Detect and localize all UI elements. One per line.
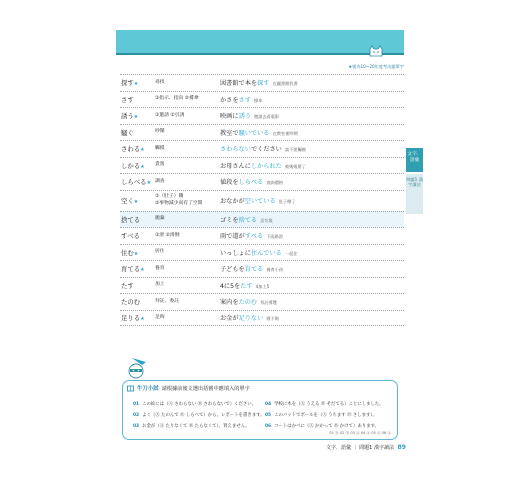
example-translation: 拜託導覽 bbox=[260, 300, 277, 306]
vocab-word: 探す★ bbox=[121, 79, 139, 88]
quiz-item: 03 お金が（Ⓐ たりなくて Ⓑ たらなくて）、買えません。 bbox=[133, 424, 250, 429]
example-highlight: 育てる bbox=[244, 266, 264, 274]
example-translation: 肚子餓了 bbox=[278, 199, 296, 204]
vocab-word: しかる★ bbox=[121, 161, 145, 170]
star-icon: ★ bbox=[140, 267, 145, 274]
star-icon: ★ bbox=[133, 250, 139, 257]
vocab-meaning: 養育 bbox=[155, 265, 165, 271]
vocab-meaning: ①指示．指向 ②撐傘 bbox=[155, 96, 199, 102]
quiz-badge: 牛刀小試 bbox=[137, 386, 159, 392]
example-translation: 撐傘 bbox=[253, 97, 263, 103]
vocab-row bbox=[120, 293, 404, 310]
vocab-meaning: 尋找 bbox=[155, 79, 165, 85]
vocab-row bbox=[120, 91, 404, 108]
star-note: ★號為10~20年度考出題單字 bbox=[348, 64, 404, 69]
example-translation: 請不要觸摸 bbox=[284, 147, 306, 153]
example-highlight: 探す bbox=[257, 80, 270, 88]
vocab-word: さす bbox=[121, 95, 134, 104]
vocab-example: 案内をたのむ 拜託導覽 bbox=[220, 299, 277, 307]
vocab-row bbox=[120, 124, 404, 141]
example-highlight: たす bbox=[240, 282, 253, 290]
vocab-row bbox=[120, 310, 404, 327]
example-highlight: しらべる bbox=[238, 179, 264, 187]
page-footer bbox=[326, 444, 406, 451]
quiz-box bbox=[122, 380, 398, 440]
star-icon: ★ bbox=[140, 316, 145, 323]
vocab-row bbox=[120, 190, 404, 211]
example-highlight: 空いている bbox=[244, 198, 276, 205]
quiz-item: 02 よく（Ⓐ たのんで Ⓑ しらべて）から、レポートを書きます。 bbox=[133, 413, 265, 418]
side-tab-category: 文字．語彙 bbox=[406, 148, 423, 172]
vocab-row bbox=[120, 173, 404, 190]
example-translation: 養育小孩 bbox=[266, 267, 284, 273]
example-translation: 4加上5 bbox=[255, 283, 270, 289]
vocab-word: たのむ bbox=[121, 298, 141, 307]
example-translation: 丟垃圾 bbox=[260, 217, 273, 223]
vocab-example: 教室で騒いでいる 在教室裡吵鬧 bbox=[220, 129, 298, 137]
vocab-row bbox=[120, 260, 404, 277]
example-highlight: すべる bbox=[244, 233, 264, 241]
page-number: 89 bbox=[397, 444, 406, 451]
vocab-word: さわる★ bbox=[121, 145, 145, 154]
vocab-example: 映画に誘う 邀請去看電影 bbox=[220, 113, 280, 121]
vocab-word: 騒ぐ bbox=[121, 128, 134, 137]
vocab-example: かさをさす 撐傘 bbox=[220, 96, 263, 104]
example-translation: 查詢價格 bbox=[266, 180, 284, 186]
vocab-word: 捨てる bbox=[121, 215, 141, 224]
footer-section: 文字．語彙 ｜ 問題1 漢字讀法 bbox=[326, 445, 394, 451]
quiz-instruction: 請根據前後文選出括號中應填入的單字 bbox=[161, 385, 250, 392]
vocab-meaning: 觸摸 bbox=[155, 145, 165, 151]
book-icon bbox=[127, 385, 134, 392]
vocab-row bbox=[120, 277, 404, 294]
vocab-example: いっしょに住んでいる 一起住 bbox=[220, 249, 298, 257]
example-translation: 下雨路滑 bbox=[266, 234, 283, 240]
quiz-item: 06 コートはかべに（Ⓐ かかって Ⓑ かけて）あります。 bbox=[265, 424, 379, 429]
example-highlight: さわらない bbox=[220, 146, 251, 154]
vocab-row bbox=[120, 107, 404, 124]
vocab-meaning: 責罵 bbox=[155, 162, 165, 168]
example-translation: 邀請去看電影 bbox=[253, 114, 280, 120]
example-highlight: さす bbox=[238, 96, 251, 104]
example-translation: 一起住 bbox=[284, 250, 298, 256]
vocab-row bbox=[120, 211, 404, 228]
vocab-example: 子どもを育てる 養育小孩 bbox=[220, 266, 284, 274]
vocab-meaning: 足夠 bbox=[155, 314, 165, 320]
example-highlight: 騒いでいる bbox=[238, 129, 270, 137]
quiz-item: 04 学校に木を（Ⓐ うえる Ⓑ そだてる）ことにしました。 bbox=[265, 402, 384, 407]
vocab-word: すべる bbox=[121, 232, 141, 241]
vocab-meaning: 拋棄 bbox=[155, 216, 165, 222]
vocab-word: 育てる★ bbox=[121, 265, 145, 274]
vocab-example: 図書館で本を探す 在圖書館找書 bbox=[220, 80, 298, 88]
vocab-word: 誘う★ bbox=[121, 112, 139, 121]
vocab-row bbox=[120, 227, 404, 244]
example-translation: 在圖書館找書 bbox=[272, 81, 298, 87]
top-divider bbox=[116, 53, 404, 55]
vocab-example: お母さんにしかられた 被媽媽罵了 bbox=[220, 162, 306, 170]
star-icon: ★ bbox=[140, 147, 145, 154]
vocab-example: ゴミを捨てる 丟垃圾 bbox=[220, 216, 273, 224]
star-icon: ★ bbox=[133, 81, 139, 88]
vocab-example: 雨で道がすべる 下雨路滑 bbox=[220, 233, 283, 241]
vocab-table bbox=[120, 74, 404, 326]
vocab-meaning: ①邀請 ②引誘 bbox=[155, 112, 185, 118]
vocab-row bbox=[120, 157, 404, 174]
vocab-example: さわらないでください 請不要觸摸 bbox=[220, 146, 306, 154]
example-translation: 錢不夠 bbox=[266, 316, 279, 322]
top-color-band bbox=[116, 30, 404, 53]
vocab-meaning: 調查 bbox=[155, 178, 165, 184]
vocab-word: 住む★ bbox=[121, 248, 139, 257]
vocab-row bbox=[120, 74, 404, 91]
vocab-example: 4に5をたす 4加上5 bbox=[220, 282, 270, 290]
example-highlight: 誘う bbox=[238, 113, 251, 121]
vocab-meaning: ①滑 ②滑倒 bbox=[155, 232, 180, 238]
ninja-mascot-icon bbox=[124, 356, 152, 382]
example-highlight: たのむ bbox=[238, 299, 258, 307]
example-highlight: 住んでいる bbox=[250, 249, 282, 257]
cat-mascot-icon bbox=[368, 45, 384, 57]
vocab-example: おなかが空いている 肚子餓了 bbox=[220, 198, 296, 205]
vocab-meaning: 拜託．委託 bbox=[155, 298, 179, 304]
star-icon: ★ bbox=[133, 199, 139, 205]
vocab-word: 空く★ bbox=[121, 197, 139, 205]
vocab-example: 値段をしらべる 查詢價格 bbox=[220, 179, 284, 187]
vocab-word: 足りる★ bbox=[121, 314, 145, 323]
quiz-header bbox=[127, 384, 250, 392]
side-tab-section: 問題1 漢字讀法 bbox=[406, 174, 423, 214]
quiz-item: 01 この絵には（Ⓐ さわらない Ⓑ さわらないで）ください。 bbox=[133, 402, 257, 407]
vocab-row bbox=[120, 244, 404, 261]
star-icon: ★ bbox=[146, 180, 152, 187]
example-highlight: しかられた bbox=[250, 162, 282, 170]
vocab-row bbox=[120, 140, 404, 157]
example-highlight: 足りない bbox=[238, 315, 264, 323]
vocab-meaning: 吵鬧 bbox=[155, 129, 165, 135]
star-icon: ★ bbox=[133, 114, 139, 121]
vocab-word: たす bbox=[121, 281, 134, 290]
vocab-example: お金が足りない 錢不夠 bbox=[220, 315, 279, 323]
vocab-meaning: 居住 bbox=[155, 249, 165, 255]
vocab-meaning: 加上 bbox=[155, 282, 165, 288]
example-highlight: 捨てる bbox=[238, 216, 258, 224]
quiz-answers: 01 Ⓑ 02 Ⓑ 03 Ⓐ 04 Ⓐ 05 Ⓐ 06 Ⓐ bbox=[329, 431, 391, 435]
star-icon: ★ bbox=[140, 163, 145, 170]
quiz-item: 05 このバットでボールを（Ⓐ うちます Ⓑ さします）。 bbox=[265, 413, 378, 418]
vocab-word: しらべる★ bbox=[121, 178, 152, 187]
example-translation: 被媽媽罵了 bbox=[284, 163, 306, 169]
vocab-meaning: ①（肚子）餓 ②事物減少而有了空間 bbox=[155, 194, 203, 206]
example-translation: 在教室裡吵鬧 bbox=[272, 130, 298, 136]
